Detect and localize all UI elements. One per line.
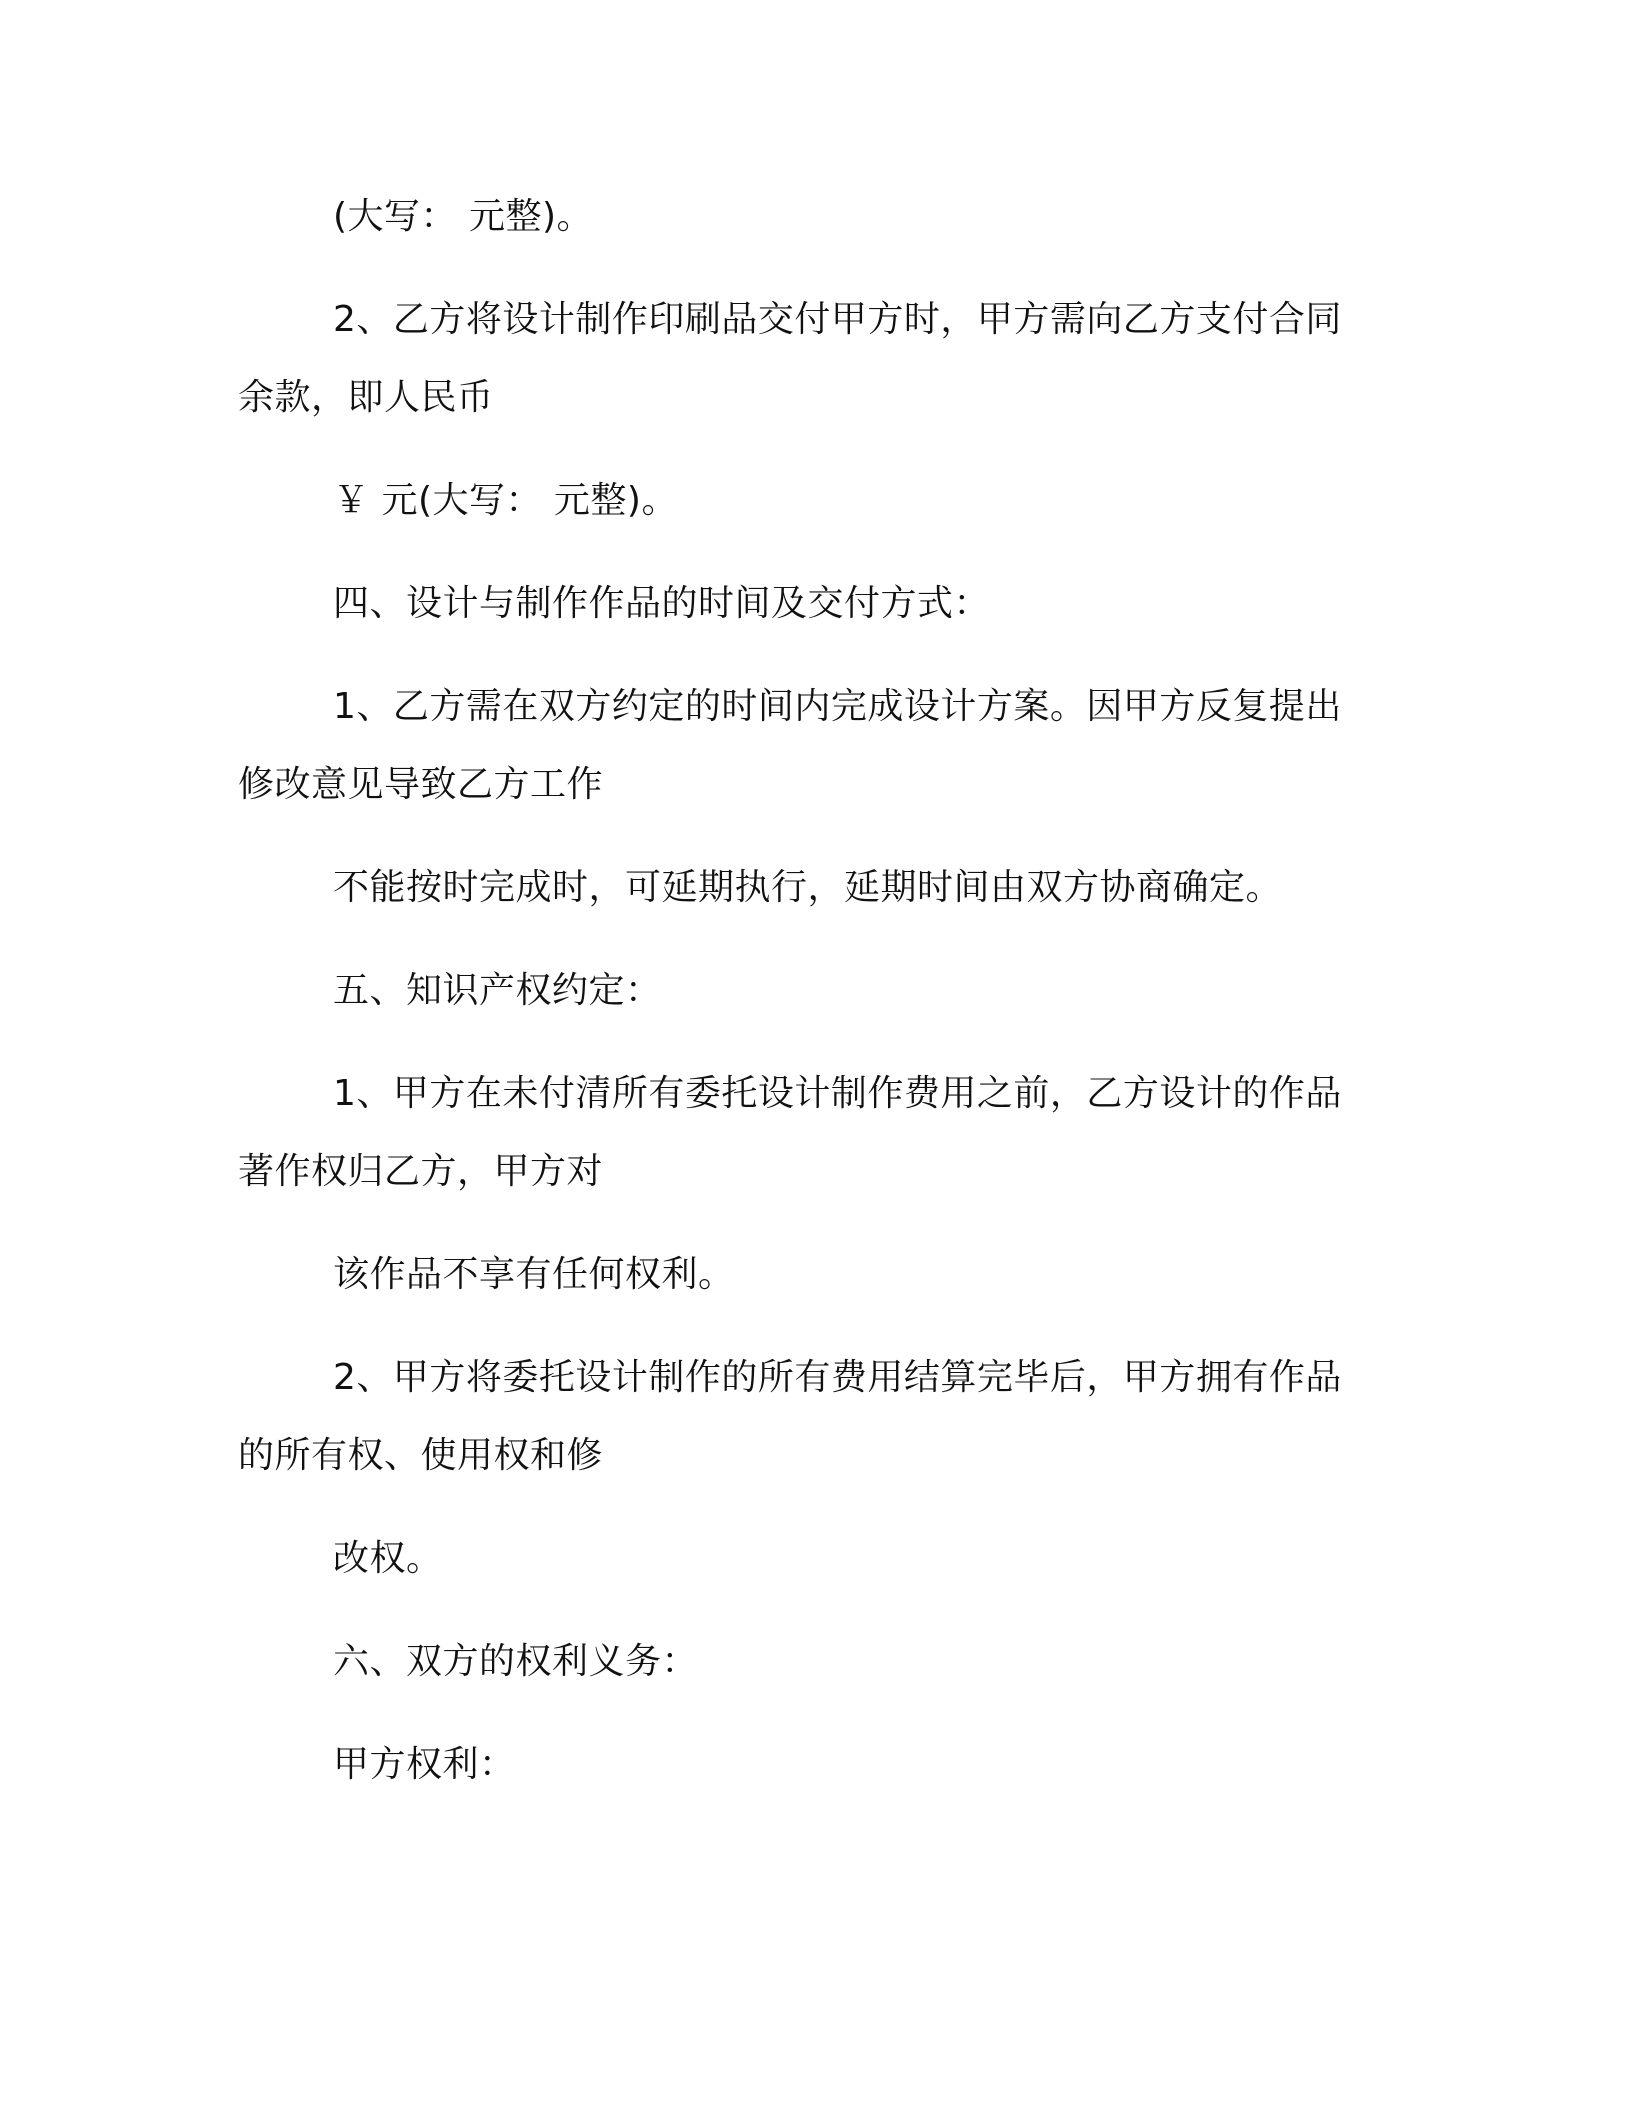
text-line: 著作权归乙方，甲方对 [238, 1151, 604, 1192]
text-line: 1、乙方需在双方约定的时间内完成设计方案。因甲方反复提出 [333, 686, 1342, 727]
subsection-heading: 甲方权利： [333, 1744, 516, 1785]
text-line: 改权。 [333, 1538, 443, 1579]
text-line: 1、甲方在未付清所有委托设计制作费用之前，乙方设计的作品 [333, 1073, 1342, 1114]
text-line: 余款，即人民币 [238, 377, 494, 418]
text-line: 2、乙方将设计制作印刷品交付甲方时，甲方需向乙方支付合同 [333, 299, 1342, 340]
text-line: ￥ 元(大写： 元整)。 [333, 480, 678, 521]
text-line: (大写： 元整)。 [333, 196, 594, 237]
text-line: 不能按时完成时，可延期执行，延期时间由双方协商确定。 [333, 867, 1283, 908]
text-line: 该作品不享有任何权利。 [333, 1254, 735, 1295]
section-heading: 五、知识产权约定： [333, 970, 662, 1011]
section-heading: 四、设计与制作作品的时间及交付方式： [333, 583, 991, 624]
text-line: 的所有权、使用权和修 [238, 1435, 604, 1476]
section-heading: 六、双方的权利义务： [333, 1641, 699, 1682]
text-line: 2、甲方将委托设计制作的所有费用结算完毕后，甲方拥有作品 [333, 1357, 1342, 1398]
text-line: 修改意见导致乙方工作 [238, 764, 604, 805]
